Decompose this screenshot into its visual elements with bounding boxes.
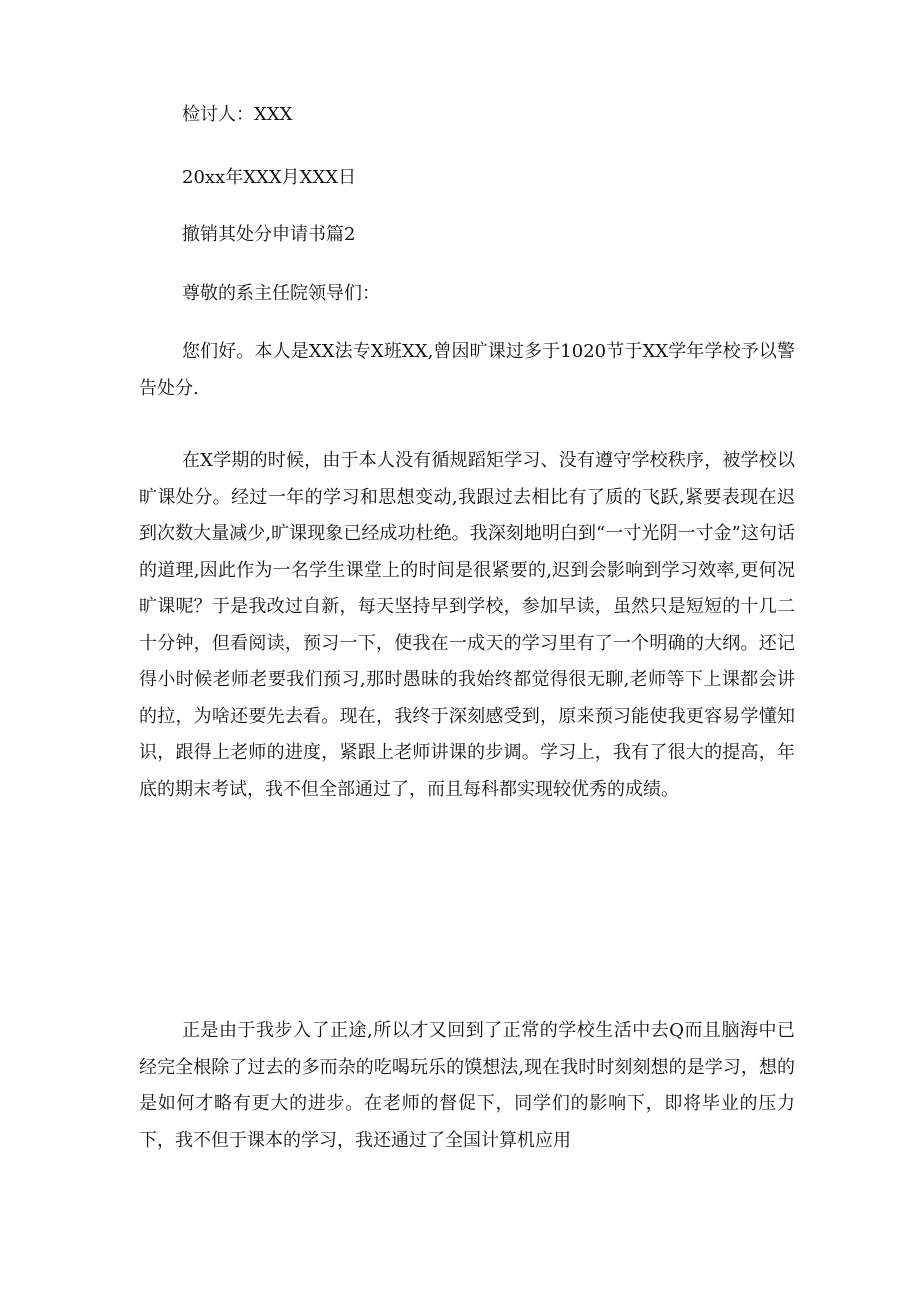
section-title: 撤销其处分申请书篇2 [182, 224, 356, 245]
paragraph-body-2: 正是由于我步入了正途,所以才又回到了正常的学校生活中去Q而且脑海中已经完全根除了过去的多而杂的吃喝玩乐的馍想法,现在我时时刻刻想的是学习，想的是如何才略有更大的进步。在老师的督促下，同学们的影响下，即将毕业的压力下，我不但于课本的学习，我还通过了全国计算机应用 [139, 1020, 795, 1151]
salutation: 尊敬的系主任院领导们： [182, 283, 380, 304]
date-line: 20xx年XXX月XXX日 [182, 167, 357, 188]
paragraph-body-1: 在X学期的时候，由于本人没有循规蹈矩学习、没有遵守学校秩序，被学校以旷课处分。经过一年的学习和思想变动,我跟过去相比有了质的飞跃,紧要表现在迟到次数大量减少,旷课现象已经成功杜绝。我深刻地明白到“一寸光阴一寸金”这句话的道理,因此作为一名学生课堂上的时间是很紧要的,迟到会影响到学习效率,更何况旷课呢？于是我改过自新，每天坚持早到学校，参加早读，虽然只是短短的十几二十分钟，但看阅读，预习一下，使我在一成天的学习里有了一个明确的大纲。还记得小时候老师老要我们预习,那时愚昧的我始终都觉得很无聊,老师等下上课都会讲的拉，为啥还要先去看。现在，我终于深刻感受到，原来预习能使我更容易学懂知识，跟得上老师的进度，紧跟上老师讲课的步调。学习上，我有了很大的提高，年底的期末考试，我不但全部通过了，而且每科都实现较优秀的成绩。 [139, 450, 795, 800]
reviewer-line: 检讨人：XXX [182, 104, 293, 125]
paragraph-greeting: 您们好。本人是XX法专X班XX,曾因旷课过多于1020节于XX学年学校予以警告处分. [139, 341, 795, 399]
